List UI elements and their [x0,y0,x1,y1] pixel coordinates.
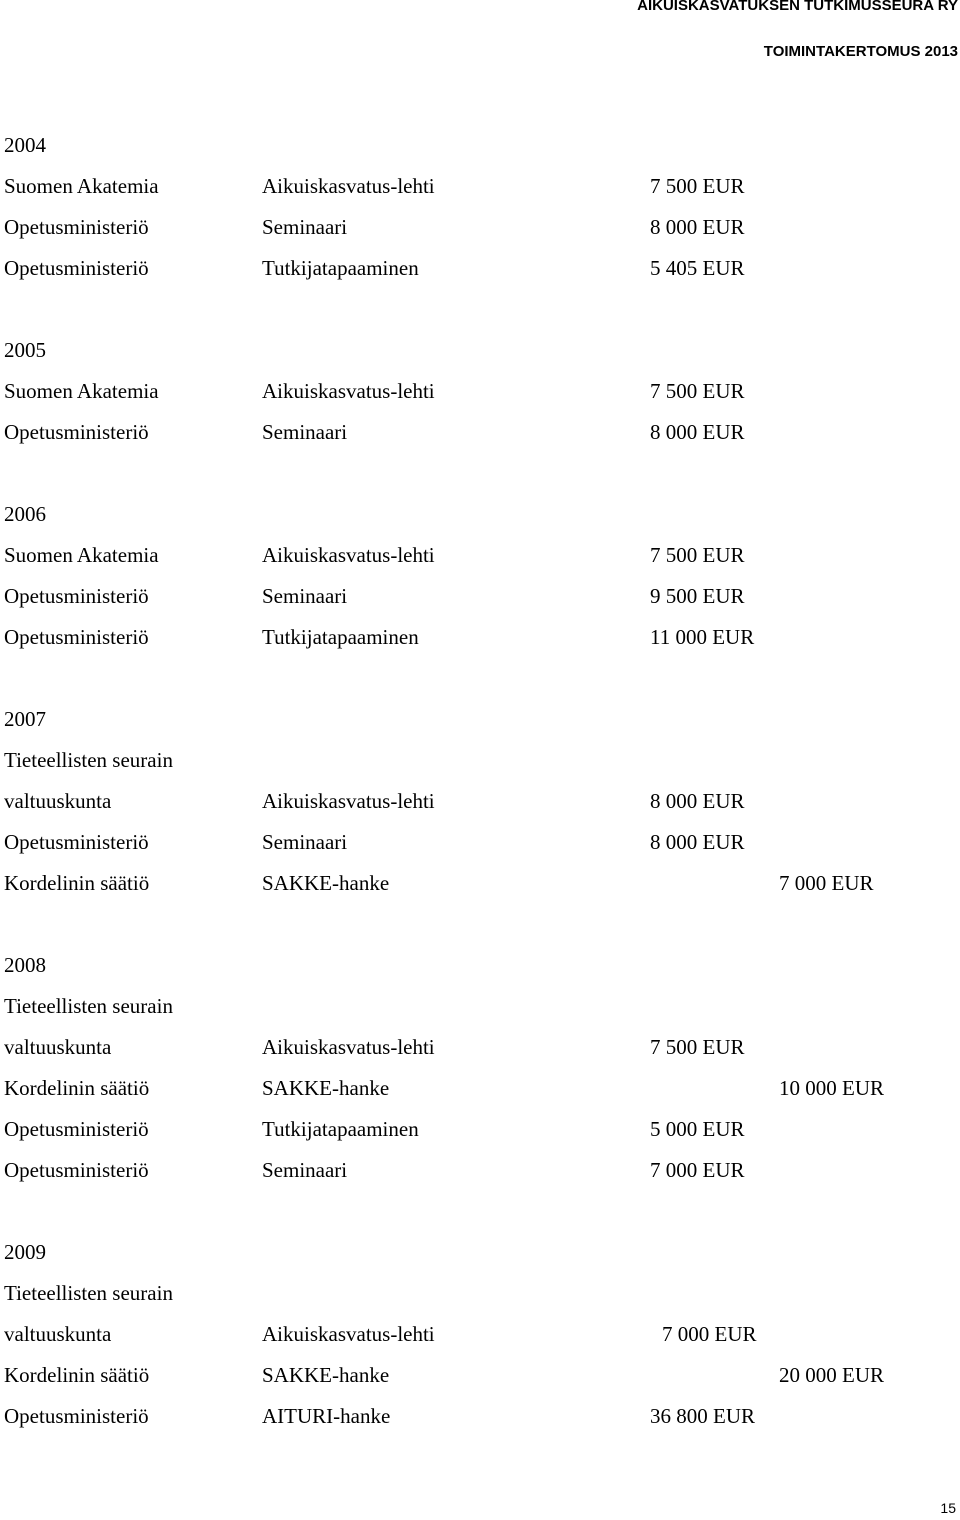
funder-name: Opetusministeriö [4,215,149,239]
funding-row [0,781,960,822]
funding-row [0,576,960,617]
year-label: 2005 [4,338,46,362]
funding-row [0,740,960,781]
funding-row [0,1068,960,1109]
funding-amount: 20 000 EUR [779,1363,884,1387]
funding-purpose: Aikuiskasvatus-lehti [262,1035,435,1059]
funding-purpose: Seminaari [262,215,348,239]
funding-amount: 8 000 EUR [650,420,745,444]
funding-row [0,166,960,207]
funding-purpose: Seminaari [262,1158,348,1182]
funding-amount: 7 500 EUR [650,1035,745,1059]
header-organization: AIKUISKASVATUKSEN TUTKIMUSSEURA RY [637,0,958,14]
funding-amount: 7 000 EUR [650,1158,745,1182]
funding-amount: 5 000 EUR [650,1117,745,1141]
funder-name: Opetusministeriö [4,1158,149,1182]
year-heading [0,945,960,986]
funder-name: Kordelinin säätiö [4,871,150,895]
year-heading [0,330,960,371]
funding-amount: 8 000 EUR [650,830,745,854]
funder-name: Tieteellisten seurain [4,748,173,772]
funder-name: Kordelinin säätiö [4,1363,150,1387]
funder-name: Suomen Akatemia [4,379,159,403]
funding-row [0,412,960,453]
funding-purpose: Tutkijatapaaminen [262,625,419,649]
funder-name: Opetusministeriö [4,584,149,608]
funding-amount: 8 000 EUR [650,215,745,239]
year-heading [0,699,960,740]
funding-row [0,1355,960,1396]
funding-row [0,535,960,576]
funding-row [0,822,960,863]
funding-purpose: Tutkijatapaaminen [262,1117,419,1141]
year-heading [0,1232,960,1273]
year-label: 2007 [4,707,46,731]
funder-name: Suomen Akatemia [4,174,159,198]
funding-purpose: Aikuiskasvatus-lehti [262,543,435,567]
year-label: 2006 [4,502,46,526]
funder-name: Opetusministeriö [4,256,149,280]
funding-row [0,1027,960,1068]
funding-amount: 9 500 EUR [650,584,745,608]
funding-amount: 5 405 EUR [650,256,745,280]
funding-amount: 11 000 EUR [650,625,755,649]
page-number: 15 [940,1500,956,1516]
funding-purpose: Aikuiskasvatus-lehti [262,1322,435,1346]
funding-row [0,1109,960,1150]
funding-purpose: Aikuiskasvatus-lehti [262,174,435,198]
funding-amount: 7 000 EUR [779,871,874,895]
year-label: 2009 [4,1240,46,1264]
funding-purpose: SAKKE-hanke [262,871,390,895]
funding-amount: 36 800 EUR [650,1404,755,1428]
funding-purpose: Tutkijatapaaminen [262,256,419,280]
year-heading [0,494,960,535]
funding-row [0,371,960,412]
funding-purpose: SAKKE-hanke [262,1076,390,1100]
funding-purpose: Seminaari [262,420,348,444]
funding-amount: 7 500 EUR [650,174,745,198]
year-heading [0,125,960,166]
funder-name: Kordelinin säätiö [4,1076,150,1100]
funder-name: Opetusministeriö [4,1404,149,1428]
funder-name: Opetusministeriö [4,420,149,444]
funding-purpose: Seminaari [262,584,348,608]
funder-name: Opetusministeriö [4,830,149,854]
funding-purpose: Seminaari [262,830,348,854]
funding-row [0,1273,960,1314]
funder-name: valtuuskunta [4,789,112,813]
funding-amount: 8 000 EUR [650,789,745,813]
funder-name: Opetusministeriö [4,1117,149,1141]
funding-row [0,1150,960,1191]
funding-purpose: SAKKE-hanke [262,1363,390,1387]
funding-row [0,1396,960,1437]
funder-name: Tieteellisten seurain [4,994,173,1018]
funder-name: valtuuskunta [4,1322,112,1346]
funding-amount: 10 000 EUR [779,1076,884,1100]
funder-name: valtuuskunta [4,1035,112,1059]
funding-amount: 7 000 EUR [662,1322,757,1346]
funder-name: Tieteellisten seurain [4,1281,173,1305]
funding-amount: 7 500 EUR [650,543,745,567]
funding-amount: 7 500 EUR [650,379,745,403]
funding-row [0,1314,960,1355]
funding-purpose: Aikuiskasvatus-lehti [262,789,435,813]
funder-name: Suomen Akatemia [4,543,159,567]
funding-purpose: Aikuiskasvatus-lehti [262,379,435,403]
funding-row [0,207,960,248]
funding-row [0,863,960,904]
header-report-title: TOIMINTAKERTOMUS 2013 [763,43,958,60]
year-label: 2008 [4,953,46,977]
funding-row [0,248,960,289]
funding-purpose: AITURI-hanke [262,1404,391,1428]
funder-name: Opetusministeriö [4,625,149,649]
year-label: 2004 [4,133,46,157]
funding-row [0,617,960,658]
funding-row [0,986,960,1027]
